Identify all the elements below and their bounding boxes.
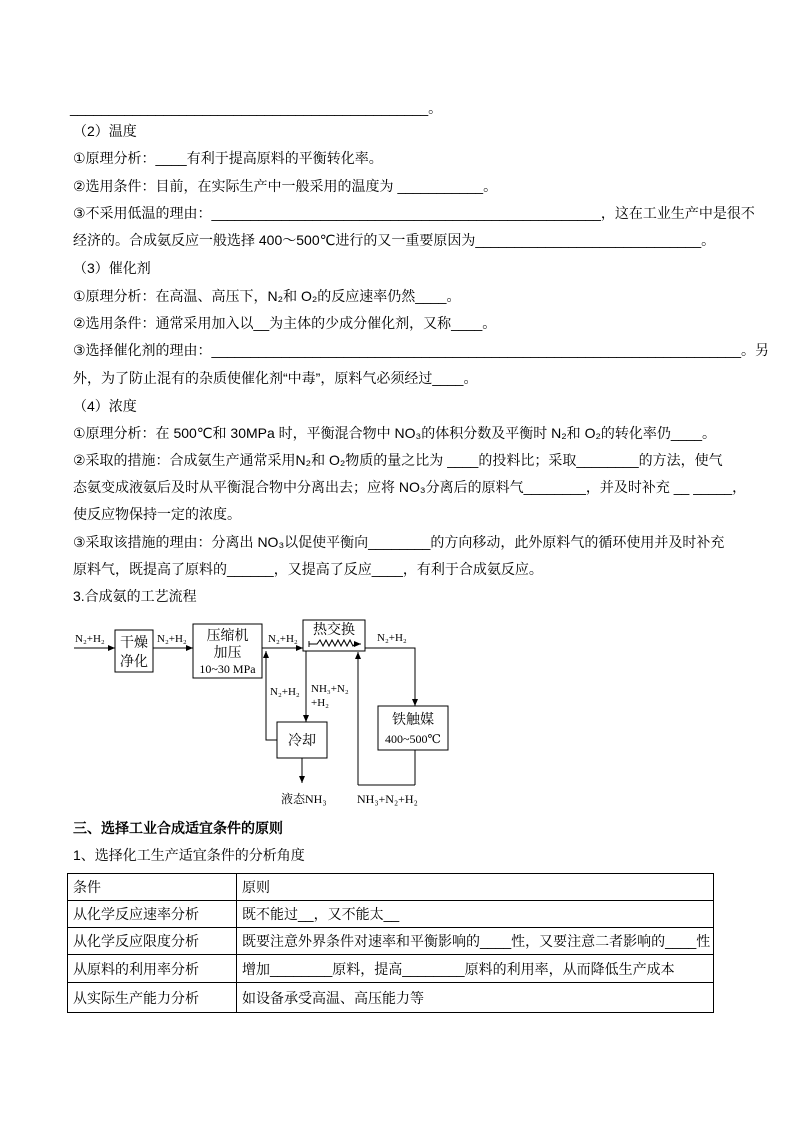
temperature-principle: ①原理分析：____有利于提高原料的平衡转化率。 bbox=[73, 150, 383, 166]
pressure-range-label: 10~30 MPa bbox=[199, 662, 256, 676]
catalyst-reason: ③选择催化剂的理由：____________________________________________________________________。另 bbox=[73, 342, 770, 358]
to-cooler-gas-label-2: +H₂ bbox=[311, 697, 329, 709]
temperature-condition: ②选用条件：目前，在实际生产中一般采用的温度为 ___________。 bbox=[73, 178, 498, 194]
conditions-table bbox=[67, 873, 714, 1013]
after-dry-gas-label: N₂+H₂ bbox=[157, 633, 187, 645]
temperature-reason-cont: 经济的。合成氨反应一般选择 400～500℃进行的又一重要原因为_____________________________。 bbox=[73, 232, 716, 248]
synthesis-flow-diagram bbox=[60, 610, 470, 810]
subheading-concentration: （4）浓度 bbox=[73, 398, 137, 414]
concentration-reason: ③采取该措施的理由：分离出 NO₃以促使平衡向________的方向移动，此外原料气的循环使用并及时补充 bbox=[73, 534, 725, 550]
table-cell-condition: 从化学反应速率分析 bbox=[68, 901, 237, 928]
concentration-principle: ①原理分析：在 500℃和 30MPa 时，平衡混合物中 NO₃的体积分数及平衡时 N₂和 O₂的转化率仍____。 bbox=[73, 425, 717, 441]
table-row bbox=[68, 901, 714, 928]
concentration-measure: ②采取的措施：合成氨生产通常采用N₂和 O₂物质的量之比为 ____的投料比；采取________的方法，使气 bbox=[73, 452, 723, 468]
to-cooler-gas-label-1: NH₃+N₂ bbox=[311, 683, 349, 695]
catalyst-condition: ②选用条件：通常采用加入以__为主体的少成分催化剂，又称____。 bbox=[73, 315, 497, 331]
flow-heading: 3.合成氨的工艺流程 bbox=[73, 588, 197, 604]
after-compressor-gas-label: N₂+H₂ bbox=[268, 633, 298, 645]
table-header-cell-principle: 原则 bbox=[237, 874, 714, 901]
table-cell-principle: 既不能过__，又不能太__ bbox=[237, 901, 714, 928]
temperature-reason: ③不采用低温的理由：__________________________________________________，这在工业生产中是很不 bbox=[73, 205, 755, 221]
catalyst-reason-cont: 外，为了防止混有的杂质使催化剂“中毒”，原料气必须经过____。 bbox=[73, 370, 478, 386]
cooler-label: 冷却 bbox=[288, 734, 316, 749]
temperature-range-label: 400~500℃ bbox=[385, 732, 441, 746]
catalyst-outlet-gas-label: NH₃+N₂+H₂ bbox=[357, 792, 418, 806]
recycle-gas-label: N₂+H₂ bbox=[270, 686, 300, 698]
exchanger-to-catalyst-arrow bbox=[365, 648, 415, 706]
compressor-label: 压缩机 bbox=[206, 629, 249, 644]
table-cell-condition: 从实际生产能力分析 bbox=[68, 983, 237, 1013]
heat-exchanger-label: 热交换 bbox=[313, 623, 355, 638]
table-cell-principle: 既要注意外界条件对速率和平衡影响的____性，又要注意二者影响的____性 bbox=[237, 928, 714, 955]
table-row bbox=[68, 955, 714, 983]
concentration-measure-cont: 态氨变成液氨后及时从平衡混合物中分离出去；应将 NO₃分离后的原料气________，并及时补充 __ _____， bbox=[73, 479, 747, 495]
table-cell-condition: 从原料的利用率分析 bbox=[68, 955, 237, 983]
iron-catalyst-label: 铁触媒 bbox=[392, 713, 434, 728]
after-exchanger-gas-label: N₂+H₂ bbox=[377, 632, 407, 644]
table-row bbox=[68, 983, 714, 1013]
section-three-heading: 三、选择工业合成适宜条件的原则 bbox=[73, 820, 283, 836]
drying-box-label-1: 干燥 bbox=[120, 636, 148, 651]
drying-box-label-2: 净化 bbox=[120, 655, 148, 670]
table-cell-principle: 增加________原料，提高________原料的利用率，从而降低生产成本 bbox=[237, 955, 714, 983]
pressurize-label: 加压 bbox=[213, 646, 242, 661]
concentration-reason-cont: 原料气，既提高了原料的______，又提高了反应____，有利于合成氨反应。 bbox=[73, 561, 543, 577]
table-header-cell-condition: 条件 bbox=[68, 874, 237, 901]
table-cell-condition: 从化学反应限度分析 bbox=[68, 928, 237, 955]
table-row bbox=[68, 928, 714, 955]
concentration-measure-end: 使反应物保持一定的浓度。 bbox=[73, 506, 241, 522]
subheading-catalyst: （3）催化剂 bbox=[73, 260, 151, 276]
feed-gas-label: N₂+H₂ bbox=[75, 633, 105, 645]
section-three-subheading: 1、选择化工生产适宜条件的分析角度 bbox=[73, 847, 305, 863]
table-cell-principle: 如设备承受高温、高压能力等 bbox=[237, 983, 714, 1013]
liquid-ammonia-label: 液态NH₃ bbox=[281, 792, 327, 806]
blank-answer-line: ______________________________________________。 bbox=[70, 100, 443, 116]
table-header-row bbox=[68, 874, 714, 901]
subheading-temperature: （2）温度 bbox=[73, 123, 137, 139]
catalyst-principle: ①原理分析：在高温、高压下，N₂和 O₂的反应速率仍然____。 bbox=[73, 288, 461, 304]
